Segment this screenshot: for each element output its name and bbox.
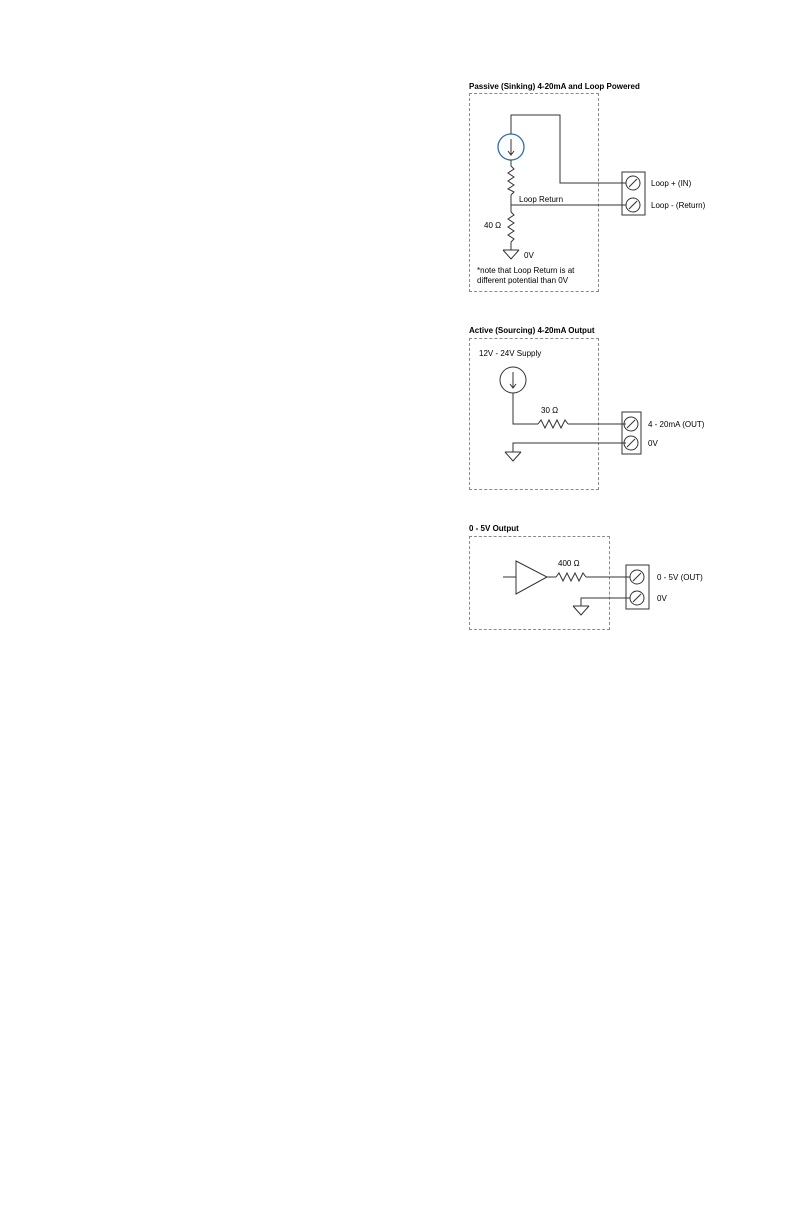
ground-label: 0V [524, 251, 534, 260]
note-line-2: different potential than 0V [477, 276, 569, 285]
voltage-diagram-title: 0 - 5V Output [469, 524, 519, 533]
loop-return-label: Loop Return [519, 195, 564, 204]
resistor-label-40: 40 Ω [484, 221, 502, 230]
terminal-label-loop-in: Loop + (IN) [651, 179, 692, 188]
resistor-400-icon [556, 573, 586, 581]
resistor-label-30: 30 Ω [541, 406, 559, 415]
terminal-block-icon [626, 565, 649, 609]
ground-icon [573, 606, 589, 615]
active-diagram-title: Active (Sourcing) 4-20mA Output [469, 326, 595, 335]
terminal-label-loop-return: Loop - (Return) [651, 201, 706, 210]
resistor-label-400: 400 Ω [558, 559, 580, 568]
note-line-1: *note that Loop Return is at [477, 266, 575, 275]
terminal-label-0v: 0V [648, 439, 658, 448]
terminal-label-0-5v-out: 0 - 5V (OUT) [657, 573, 703, 582]
supply-label: 12V - 24V Supply [479, 349, 542, 358]
passive-diagram-title: Passive (Sinking) 4-20mA and Loop Powered [469, 82, 640, 91]
amplifier-icon [516, 561, 547, 594]
terminal-label-0v: 0V [657, 594, 667, 603]
terminal-label-4-20ma-out: 4 - 20mA (OUT) [648, 420, 705, 429]
